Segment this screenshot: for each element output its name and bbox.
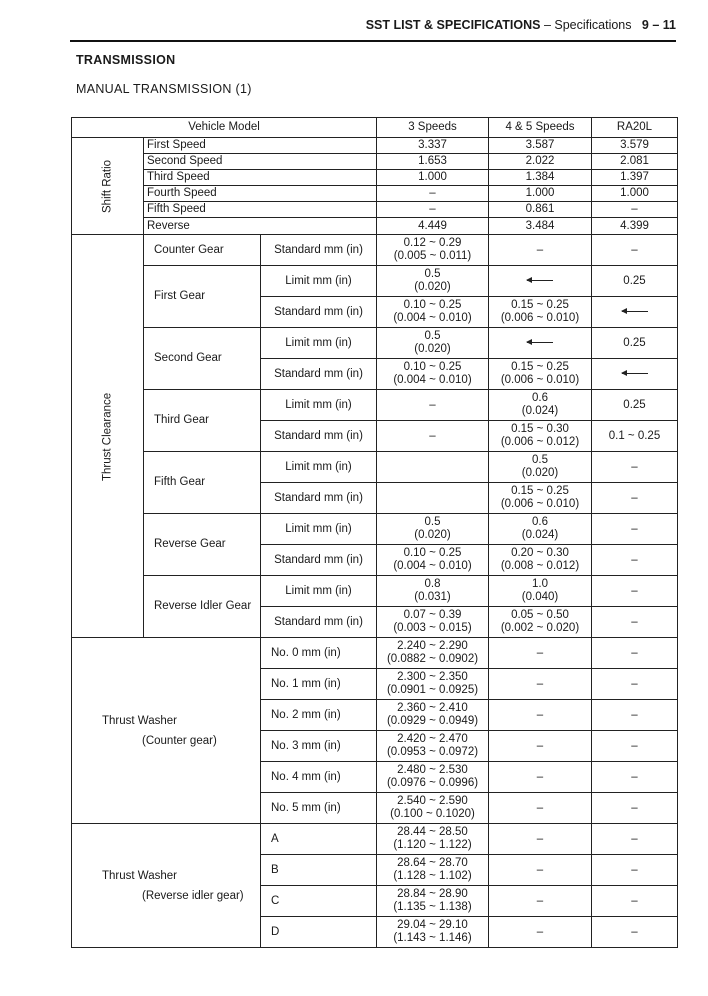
cell-value: – bbox=[592, 452, 678, 483]
gear-label: Second Gear bbox=[144, 328, 261, 390]
cell-value: – bbox=[592, 483, 678, 514]
table-row bbox=[72, 218, 678, 235]
cell-value: 3.579 bbox=[592, 138, 678, 154]
spec-label: Limit mm (in) bbox=[261, 576, 377, 607]
row-label: Fourth Speed bbox=[144, 186, 377, 202]
cell-value: – bbox=[489, 886, 592, 917]
same-as-left-arrow-icon bbox=[592, 297, 678, 328]
gear-label: Fifth Gear bbox=[144, 452, 261, 514]
cell-value: 0.07 ~ 0.39 (0.003 ~ 0.015) bbox=[377, 607, 489, 638]
cell-value: – bbox=[592, 824, 678, 855]
cell-value: – bbox=[592, 855, 678, 886]
cell-value: – bbox=[489, 793, 592, 824]
table-row bbox=[72, 202, 678, 218]
cell-value: 0.15 ~ 0.25 (0.006 ~ 0.010) bbox=[489, 483, 592, 514]
cell-value: – bbox=[489, 762, 592, 793]
cell-value: 2.022 bbox=[489, 154, 592, 170]
cell-value: – bbox=[592, 700, 678, 731]
cell-value: 0.20 ~ 0.30 (0.008 ~ 0.012) bbox=[489, 545, 592, 576]
spec-label: Limit mm (in) bbox=[261, 514, 377, 545]
table-row bbox=[72, 514, 678, 545]
cell-value: 0.25 bbox=[592, 328, 678, 359]
table-row bbox=[72, 390, 678, 421]
row-label: Third Speed bbox=[144, 170, 377, 186]
cell-value: 1.397 bbox=[592, 170, 678, 186]
washer-no-label: No. 1 mm (in) bbox=[261, 669, 377, 700]
cell-value: 0.6 (0.024) bbox=[489, 514, 592, 545]
cell-value: 28.64 ~ 28.70 (1.128 ~ 1.102) bbox=[377, 855, 489, 886]
cell-value: – bbox=[592, 762, 678, 793]
cell-value: 0.861 bbox=[489, 202, 592, 218]
col-4-5-speeds-header: 4 & 5 Speeds bbox=[489, 118, 592, 138]
header-separator: – bbox=[540, 18, 555, 32]
col-3-speeds-header: 3 Speeds bbox=[377, 118, 489, 138]
washer-letter-label: B bbox=[261, 855, 377, 886]
cell-value: 0.10 ~ 0.25 (0.004 ~ 0.010) bbox=[377, 359, 489, 390]
table-row bbox=[72, 328, 678, 359]
cell-value: 0.6 (0.024) bbox=[489, 390, 592, 421]
table-row bbox=[72, 235, 678, 266]
gear-label: Reverse Idler Gear bbox=[144, 576, 261, 638]
cell-value: 0.1 ~ 0.25 bbox=[592, 421, 678, 452]
cell-value: 0.5 (0.020) bbox=[377, 328, 489, 359]
cell-value: 2.081 bbox=[592, 154, 678, 170]
header-row bbox=[72, 118, 678, 138]
washer-no-label: No. 4 mm (in) bbox=[261, 762, 377, 793]
spec-label: Standard mm (in) bbox=[261, 545, 377, 576]
cell-value: 2.300 ~ 2.350 (0.0901 ~ 0.0925) bbox=[377, 669, 489, 700]
table-row bbox=[72, 452, 678, 483]
cell-value: – bbox=[489, 235, 592, 266]
table-row bbox=[72, 266, 678, 297]
table-row bbox=[72, 576, 678, 607]
cell-value: – bbox=[377, 390, 489, 421]
vehicle-model-header: Vehicle Model bbox=[72, 118, 377, 138]
cell-value: – bbox=[489, 824, 592, 855]
washer-no-label: No. 0 mm (in) bbox=[261, 638, 377, 669]
cell-value: 0.15 ~ 0.30 (0.006 ~ 0.012) bbox=[489, 421, 592, 452]
cell-value: 0.25 bbox=[592, 390, 678, 421]
cell-value: 0.5 (0.020) bbox=[377, 514, 489, 545]
cell-value: 0.25 bbox=[592, 266, 678, 297]
same-as-left-arrow-icon bbox=[489, 266, 592, 297]
cell-value: – bbox=[377, 202, 489, 218]
washer-no-label: No. 3 mm (in) bbox=[261, 731, 377, 762]
page-header bbox=[70, 18, 676, 42]
cell-value: 3.484 bbox=[489, 218, 592, 235]
cell-value: 2.360 ~ 2.410 (0.0929 ~ 0.0949) bbox=[377, 700, 489, 731]
thrust-clearance-label: Thrust Clearance bbox=[72, 235, 144, 638]
gear-label: Third Gear bbox=[144, 390, 261, 452]
thrust-washer-counter-label: Thrust Washer (Counter gear) bbox=[72, 638, 261, 824]
table-row bbox=[72, 170, 678, 186]
cell-value: – bbox=[489, 638, 592, 669]
spec-label: Standard mm (in) bbox=[261, 297, 377, 328]
spec-label: Limit mm (in) bbox=[261, 390, 377, 421]
cell-value: 0.05 ~ 0.50 (0.002 ~ 0.020) bbox=[489, 607, 592, 638]
washer-no-label: No. 5 mm (in) bbox=[261, 793, 377, 824]
cell-value: 0.15 ~ 0.25 (0.006 ~ 0.010) bbox=[489, 297, 592, 328]
thrust-washer-reverse-label: Thrust Washer (Reverse idler gear) bbox=[72, 824, 261, 948]
cell-value: – bbox=[377, 421, 489, 452]
page-number: 9 – 11 bbox=[641, 18, 676, 32]
shift-ratio-label: Shift Ratio bbox=[72, 138, 144, 235]
cell-value: 0.5 (0.020) bbox=[377, 266, 489, 297]
cell-value: 1.384 bbox=[489, 170, 592, 186]
cell-value: – bbox=[489, 700, 592, 731]
spec-label: Standard mm (in) bbox=[261, 359, 377, 390]
empty-cell bbox=[377, 452, 489, 483]
cell-value: 1.000 bbox=[377, 170, 489, 186]
cell-value: – bbox=[592, 607, 678, 638]
same-as-left-arrow-icon bbox=[592, 359, 678, 390]
cell-value: 29.04 ~ 29.10 (1.143 ~ 1.146) bbox=[377, 917, 489, 948]
spec-table bbox=[71, 117, 678, 948]
col-ra20l-header: RA20L bbox=[592, 118, 678, 138]
row-label: Fifth Speed bbox=[144, 202, 377, 218]
table-row bbox=[72, 154, 678, 170]
spec-label: Standard mm (in) bbox=[261, 421, 377, 452]
cell-value: 3.337 bbox=[377, 138, 489, 154]
cell-value: 28.44 ~ 28.50 (1.120 ~ 1.122) bbox=[377, 824, 489, 855]
cell-value: – bbox=[592, 638, 678, 669]
spec-label: Limit mm (in) bbox=[261, 452, 377, 483]
cell-value: – bbox=[592, 202, 678, 218]
table-row bbox=[72, 638, 678, 669]
cell-value: 0.12 ~ 0.29 (0.005 ~ 0.011) bbox=[377, 235, 489, 266]
header-section: SST LIST & SPECIFICATIONS bbox=[365, 18, 541, 32]
spec-label: Limit mm (in) bbox=[261, 328, 377, 359]
same-as-left-arrow-icon bbox=[489, 328, 592, 359]
cell-value: 1.000 bbox=[489, 186, 592, 202]
cell-value: – bbox=[592, 731, 678, 762]
cell-value: – bbox=[377, 186, 489, 202]
cell-value: 2.240 ~ 2.290 (0.0882 ~ 0.0902) bbox=[377, 638, 489, 669]
cell-value: – bbox=[592, 793, 678, 824]
cell-value: – bbox=[592, 886, 678, 917]
cell-value: – bbox=[592, 514, 678, 545]
gear-label: Counter Gear bbox=[144, 235, 261, 266]
cell-value: – bbox=[592, 576, 678, 607]
row-label: Second Speed bbox=[144, 154, 377, 170]
cell-value: 0.10 ~ 0.25 (0.004 ~ 0.010) bbox=[377, 297, 489, 328]
cell-value: 28.84 ~ 28.90 (1.135 ~ 1.138) bbox=[377, 886, 489, 917]
cell-value: 4.449 bbox=[377, 218, 489, 235]
cell-value: 2.480 ~ 2.530 (0.0976 ~ 0.0996) bbox=[377, 762, 489, 793]
cell-value: 0.8 (0.031) bbox=[377, 576, 489, 607]
header-subsection: Specifications bbox=[554, 18, 632, 32]
washer-letter-label: A bbox=[261, 824, 377, 855]
cell-value: 0.10 ~ 0.25 (0.004 ~ 0.010) bbox=[377, 545, 489, 576]
cell-value: – bbox=[489, 669, 592, 700]
spec-label: Limit mm (in) bbox=[261, 266, 377, 297]
cell-value: – bbox=[592, 235, 678, 266]
cell-value: – bbox=[489, 731, 592, 762]
gear-label: Reverse Gear bbox=[144, 514, 261, 576]
table-row bbox=[72, 186, 678, 202]
spec-label: Standard mm (in) bbox=[261, 235, 377, 266]
cell-value: 2.540 ~ 2.590 (0.100 ~ 0.1020) bbox=[377, 793, 489, 824]
section-subtitle: MANUAL TRANSMISSION (1) bbox=[76, 82, 252, 96]
spec-label: Standard mm (in) bbox=[261, 607, 377, 638]
cell-value: – bbox=[489, 917, 592, 948]
cell-value: – bbox=[592, 669, 678, 700]
cell-value: 4.399 bbox=[592, 218, 678, 235]
cell-value: – bbox=[592, 917, 678, 948]
cell-value: 0.5 (0.020) bbox=[489, 452, 592, 483]
table-row bbox=[72, 824, 678, 855]
cell-value: 1.0 (0.040) bbox=[489, 576, 592, 607]
table-row bbox=[72, 138, 678, 154]
cell-value: 2.420 ~ 2.470 (0.0953 ~ 0.0972) bbox=[377, 731, 489, 762]
row-label: Reverse bbox=[144, 218, 377, 235]
washer-no-label: No. 2 mm (in) bbox=[261, 700, 377, 731]
row-label: First Speed bbox=[144, 138, 377, 154]
cell-value: – bbox=[592, 545, 678, 576]
spec-label: Standard mm (in) bbox=[261, 483, 377, 514]
cell-value: – bbox=[489, 855, 592, 886]
section-title: TRANSMISSION bbox=[76, 53, 176, 67]
washer-letter-label: C bbox=[261, 886, 377, 917]
cell-value: 3.587 bbox=[489, 138, 592, 154]
cell-value: 0.15 ~ 0.25 (0.006 ~ 0.010) bbox=[489, 359, 592, 390]
cell-value: 1.000 bbox=[592, 186, 678, 202]
gear-label: First Gear bbox=[144, 266, 261, 328]
empty-cell bbox=[377, 483, 489, 514]
cell-value: 1.653 bbox=[377, 154, 489, 170]
washer-letter-label: D bbox=[261, 917, 377, 948]
